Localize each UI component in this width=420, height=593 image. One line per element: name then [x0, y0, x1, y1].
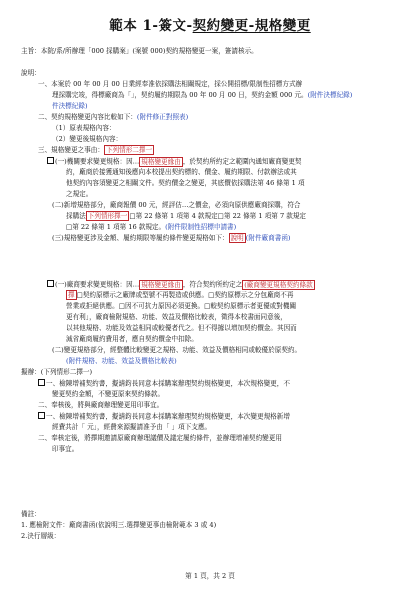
- line-text: 約，廠商於接獲通知後應向本校提出契約標的、價金、履約期限、付款辦法或其: [66, 168, 297, 176]
- line-text: 之規定。: [66, 190, 93, 198]
- instruction-note: 規格變更緣由: [141, 157, 181, 166]
- text-line: [66, 324, 297, 333]
- line-text: 變更契約金額，不變更原來契約條款。: [52, 390, 165, 398]
- text-line: [66, 179, 305, 188]
- text-line: [21, 532, 60, 541]
- line-text: 理採購完竣，得標廠商為「」，契約履約期限為 00 年 00 月 00 日，契約金額 000 元。: [52, 91, 308, 99]
- text-line: [66, 168, 297, 177]
- text-line: [52, 124, 116, 133]
- line-text: □第 22 條第 1 項第 16 款規定。: [66, 223, 166, 231]
- text-line: [52, 234, 291, 243]
- line-text: (二)變更規格部分，經整體比較變更之規格、功能、效益及價格相同或較優於原契約。: [52, 346, 302, 354]
- page-number: 第 1 頁，共 2 頁: [185, 572, 235, 580]
- instruction-note: 下列情形二擇一: [105, 146, 153, 154]
- instruction-note-tail: (廠商變更規格契約條款: [244, 280, 313, 289]
- line-text: 三、規格變更之事由：: [38, 146, 104, 154]
- line-text: 二、奉核後，將與廠商辦理變更用印事宜。: [38, 401, 164, 409]
- text-line: [38, 80, 302, 89]
- checkbox-icon: [47, 280, 54, 287]
- line-text: 他契約內容須變更之相關文件。契約價金之變更，其底價依採購法第 46 條第 1 項: [66, 179, 305, 187]
- line-text: 採購法: [66, 212, 86, 220]
- instruction-note: 擇: [68, 291, 75, 299]
- checkbox-icon: [38, 379, 45, 386]
- line-text: 一、檢陳增補契約書，擬請鈞長同意本採購案辦理契約規格變更，本次規格變更，不: [46, 379, 290, 388]
- attachment-note: (附件修正對照表): [136, 113, 189, 121]
- attachment-note: (附件決標紀錄): [307, 91, 353, 99]
- line-text: （1）原表規格內容：: [52, 124, 116, 132]
- line-text: 二、契約規格變更內容比較如下：: [38, 113, 137, 121]
- text-line: [66, 313, 287, 322]
- attachment-note: (附件廠商書函): [245, 234, 291, 242]
- text-line: [52, 390, 164, 399]
- text-line: [66, 223, 236, 232]
- line-text-continued: □契約原標示之廠牌或型號不再製造或供應。□契約原標示之分包廠商不再: [76, 291, 294, 299]
- line-text: 以其他規格、功能及效益相同或較優者代之。但不得據以增加契約價金。其因而: [66, 324, 297, 332]
- instruction-note: 規格變更緣由: [141, 280, 181, 289]
- page-title: [0, 14, 420, 34]
- text-line: [52, 102, 88, 111]
- line-text: (一)廠商要求變更規格：因…: [55, 280, 140, 289]
- text-line: [38, 113, 188, 122]
- line-text-continued: □第 22 條第 1 項第 4 款規定□第 22 條第 1 項第 7 款規定: [129, 212, 307, 220]
- text-line: [66, 291, 293, 300]
- text-line: [21, 368, 92, 377]
- text-line: [52, 346, 301, 355]
- text-line: [66, 335, 198, 344]
- instruction-note: 說明: [230, 234, 244, 242]
- line-text: 擬辦：(下列情形二擇一): [21, 368, 93, 376]
- text-line: [21, 47, 258, 56]
- line-text: 更有利」，廠商檢附規格、功能、效益及價格比較表，徵得本校書面同意後，: [66, 313, 287, 321]
- line-text: 說明：: [21, 69, 41, 77]
- text-line: [66, 302, 296, 311]
- title-main: 契約變更-規格變更: [192, 18, 311, 34]
- line-text: (附件規格、功能、效益及價格比較表): [66, 357, 177, 365]
- text-line: [52, 445, 78, 454]
- title-prefix: 範本 1-簽文-: [109, 18, 193, 34]
- text-line: [52, 201, 301, 210]
- text-line: [66, 357, 177, 366]
- line-text: 營業或拒絕供應。□因不可抗力原因必須更換。□較契約原標示者更優或對機關: [66, 302, 297, 310]
- text-line: [21, 69, 41, 78]
- text-line: [38, 434, 282, 443]
- line-text: 主旨：本院/系/所辦理「000 採購案」(案號 000)契約規格變更一案，簽請核示。: [21, 47, 258, 55]
- line-text: 備註：: [21, 510, 41, 518]
- line-text: 1. 應檢附文件：廠商書函(依說明三.選擇變更事由檢附範本 3 或 4): [21, 521, 217, 529]
- instruction-note: 下列情形擇一: [87, 212, 128, 220]
- text-line: [47, 157, 302, 167]
- line-text-continued: ，符合契約所約定之: [182, 280, 243, 289]
- line-text: 件決標紀錄): [52, 102, 88, 110]
- line-text: 印事宜。: [52, 445, 79, 453]
- text-line: [21, 510, 41, 519]
- line-text: 二、奉核定後，將擇期邀請原廠商辦理議價及議定履約條件，並辦理增補契約變更用: [38, 434, 282, 442]
- line-text: 經費共計「 元」，經費來源擬請准予由「 」項下支應。: [52, 423, 212, 431]
- text-line: [52, 423, 211, 432]
- line-text: 一、本案於 00 年 00 月 00 日業經奉准依採購法相關規定，採公開招標/限制性招標方式辦: [38, 80, 303, 88]
- text-line: [38, 379, 290, 389]
- text-line: [38, 412, 290, 422]
- line-text: (二)新增規格部分，廠商報價 00 元，經評估…之價金，必須向原供應廠商採購，符合: [52, 201, 301, 209]
- attachment-note: (附件限制性招標申請書): [165, 223, 237, 231]
- checkbox-icon: [38, 412, 45, 419]
- text-line: [38, 146, 154, 155]
- checkbox-icon: [47, 157, 54, 164]
- line-text: 一、檢陳增補契約書，擬請鈞長同意本採購案辦理契約規格變更，本次變更規格新增: [46, 412, 290, 421]
- text-line: [38, 401, 163, 410]
- text-line: [47, 280, 315, 290]
- text-line: [66, 190, 92, 199]
- line-text: 減省廠商履約費用者，應自契約價金中扣除。: [66, 335, 198, 343]
- line-text: （2）變更後規格內容：: [52, 135, 123, 143]
- text-line: [66, 212, 306, 221]
- line-text: (一)機關要求變更規格：因…: [55, 157, 140, 166]
- line-text: (三)規格變更涉及金額、履約期限等履約條件變更規格如下：: [52, 234, 229, 242]
- line-text: 2.決行層級：: [21, 532, 61, 540]
- text-line: [21, 521, 216, 530]
- text-line: [52, 91, 352, 100]
- text-line: [52, 135, 122, 144]
- line-text-continued: ，於契約所約定之範圍內通知廠商變更契: [182, 157, 302, 166]
